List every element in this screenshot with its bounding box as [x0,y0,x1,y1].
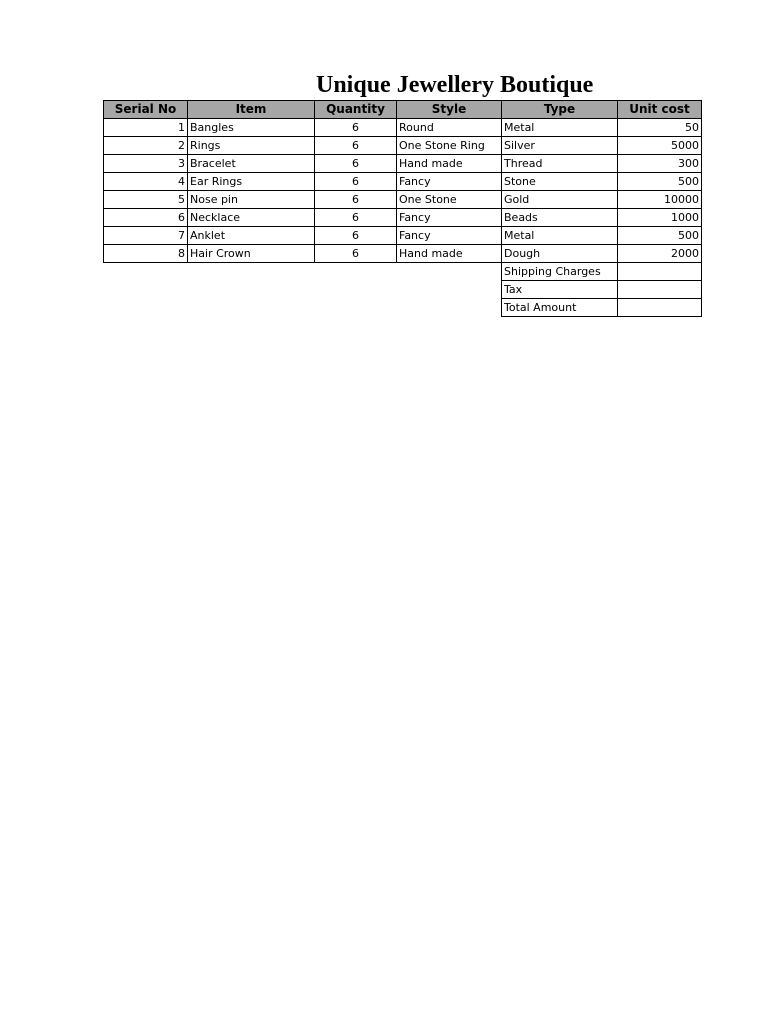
cell-style: One Stone Ring [397,137,502,155]
cell-unit-cost: 5000 [618,137,702,155]
cell-serial: 1 [104,119,188,137]
table-row [104,155,702,173]
tax-label: Tax [502,281,618,299]
cell-serial: 6 [104,209,188,227]
header-serial-no: Serial No [104,101,188,119]
cell-quantity: 6 [315,245,397,263]
cell-item: Ear Rings [188,173,315,191]
cell-item: Bracelet [188,155,315,173]
table-row [104,119,702,137]
shipping-charges-label: Shipping Charges [502,263,618,281]
cell-quantity: 6 [315,137,397,155]
cell-type: Thread [502,155,618,173]
cell-unit-cost: 500 [618,173,702,191]
cell-unit-cost: 2000 [618,245,702,263]
table-row [104,173,702,191]
cell-serial: 5 [104,191,188,209]
cell-type: Beads [502,209,618,227]
cell-type: Stone [502,173,618,191]
cell-type: Metal [502,227,618,245]
header-style: Style [397,101,502,119]
cell-unit-cost: 50 [618,119,702,137]
total-amount-value [618,299,702,317]
jewellery-table [103,100,702,317]
cell-quantity: 6 [315,191,397,209]
cell-item: Nose pin [188,191,315,209]
header-unit-cost: Unit cost [618,101,702,119]
shipping-charges-value [618,263,702,281]
cell-quantity: 6 [315,209,397,227]
cell-item: Rings [188,137,315,155]
cell-type: Gold [502,191,618,209]
cell-unit-cost: 10000 [618,191,702,209]
cell-item: Anklet [188,227,315,245]
cell-style: Fancy [397,173,502,191]
cell-unit-cost: 1000 [618,209,702,227]
header-item: Item [188,101,315,119]
summary-row-tax [104,281,702,299]
table-row [104,227,702,245]
header-row [104,101,702,119]
cell-serial: 8 [104,245,188,263]
summary-row-shipping [104,263,702,281]
cell-style: Round [397,119,502,137]
cell-type: Dough [502,245,618,263]
table-row [104,137,702,155]
cell-style: Fancy [397,209,502,227]
cell-serial: 3 [104,155,188,173]
cell-style: Fancy [397,227,502,245]
cell-item: Bangles [188,119,315,137]
table-row [104,245,702,263]
cell-unit-cost: 300 [618,155,702,173]
total-amount-label: Total Amount [502,299,618,317]
cell-serial: 2 [104,137,188,155]
cell-type: Metal [502,119,618,137]
cell-quantity: 6 [315,155,397,173]
document-title: Unique Jewellery Boutique [316,72,594,98]
summary-row-total [104,299,702,317]
cell-quantity: 6 [315,119,397,137]
tax-value [618,281,702,299]
header-quantity: Quantity [315,101,397,119]
cell-type: Silver [502,137,618,155]
cell-serial: 4 [104,173,188,191]
cell-quantity: 6 [315,173,397,191]
cell-serial: 7 [104,227,188,245]
cell-item: Hair Crown [188,245,315,263]
cell-style: One Stone [397,191,502,209]
cell-quantity: 6 [315,227,397,245]
table-row [104,209,702,227]
cell-unit-cost: 500 [618,227,702,245]
cell-item: Necklace [188,209,315,227]
header-type: Type [502,101,618,119]
table-row [104,191,702,209]
cell-style: Hand made [397,245,502,263]
cell-style: Hand made [397,155,502,173]
